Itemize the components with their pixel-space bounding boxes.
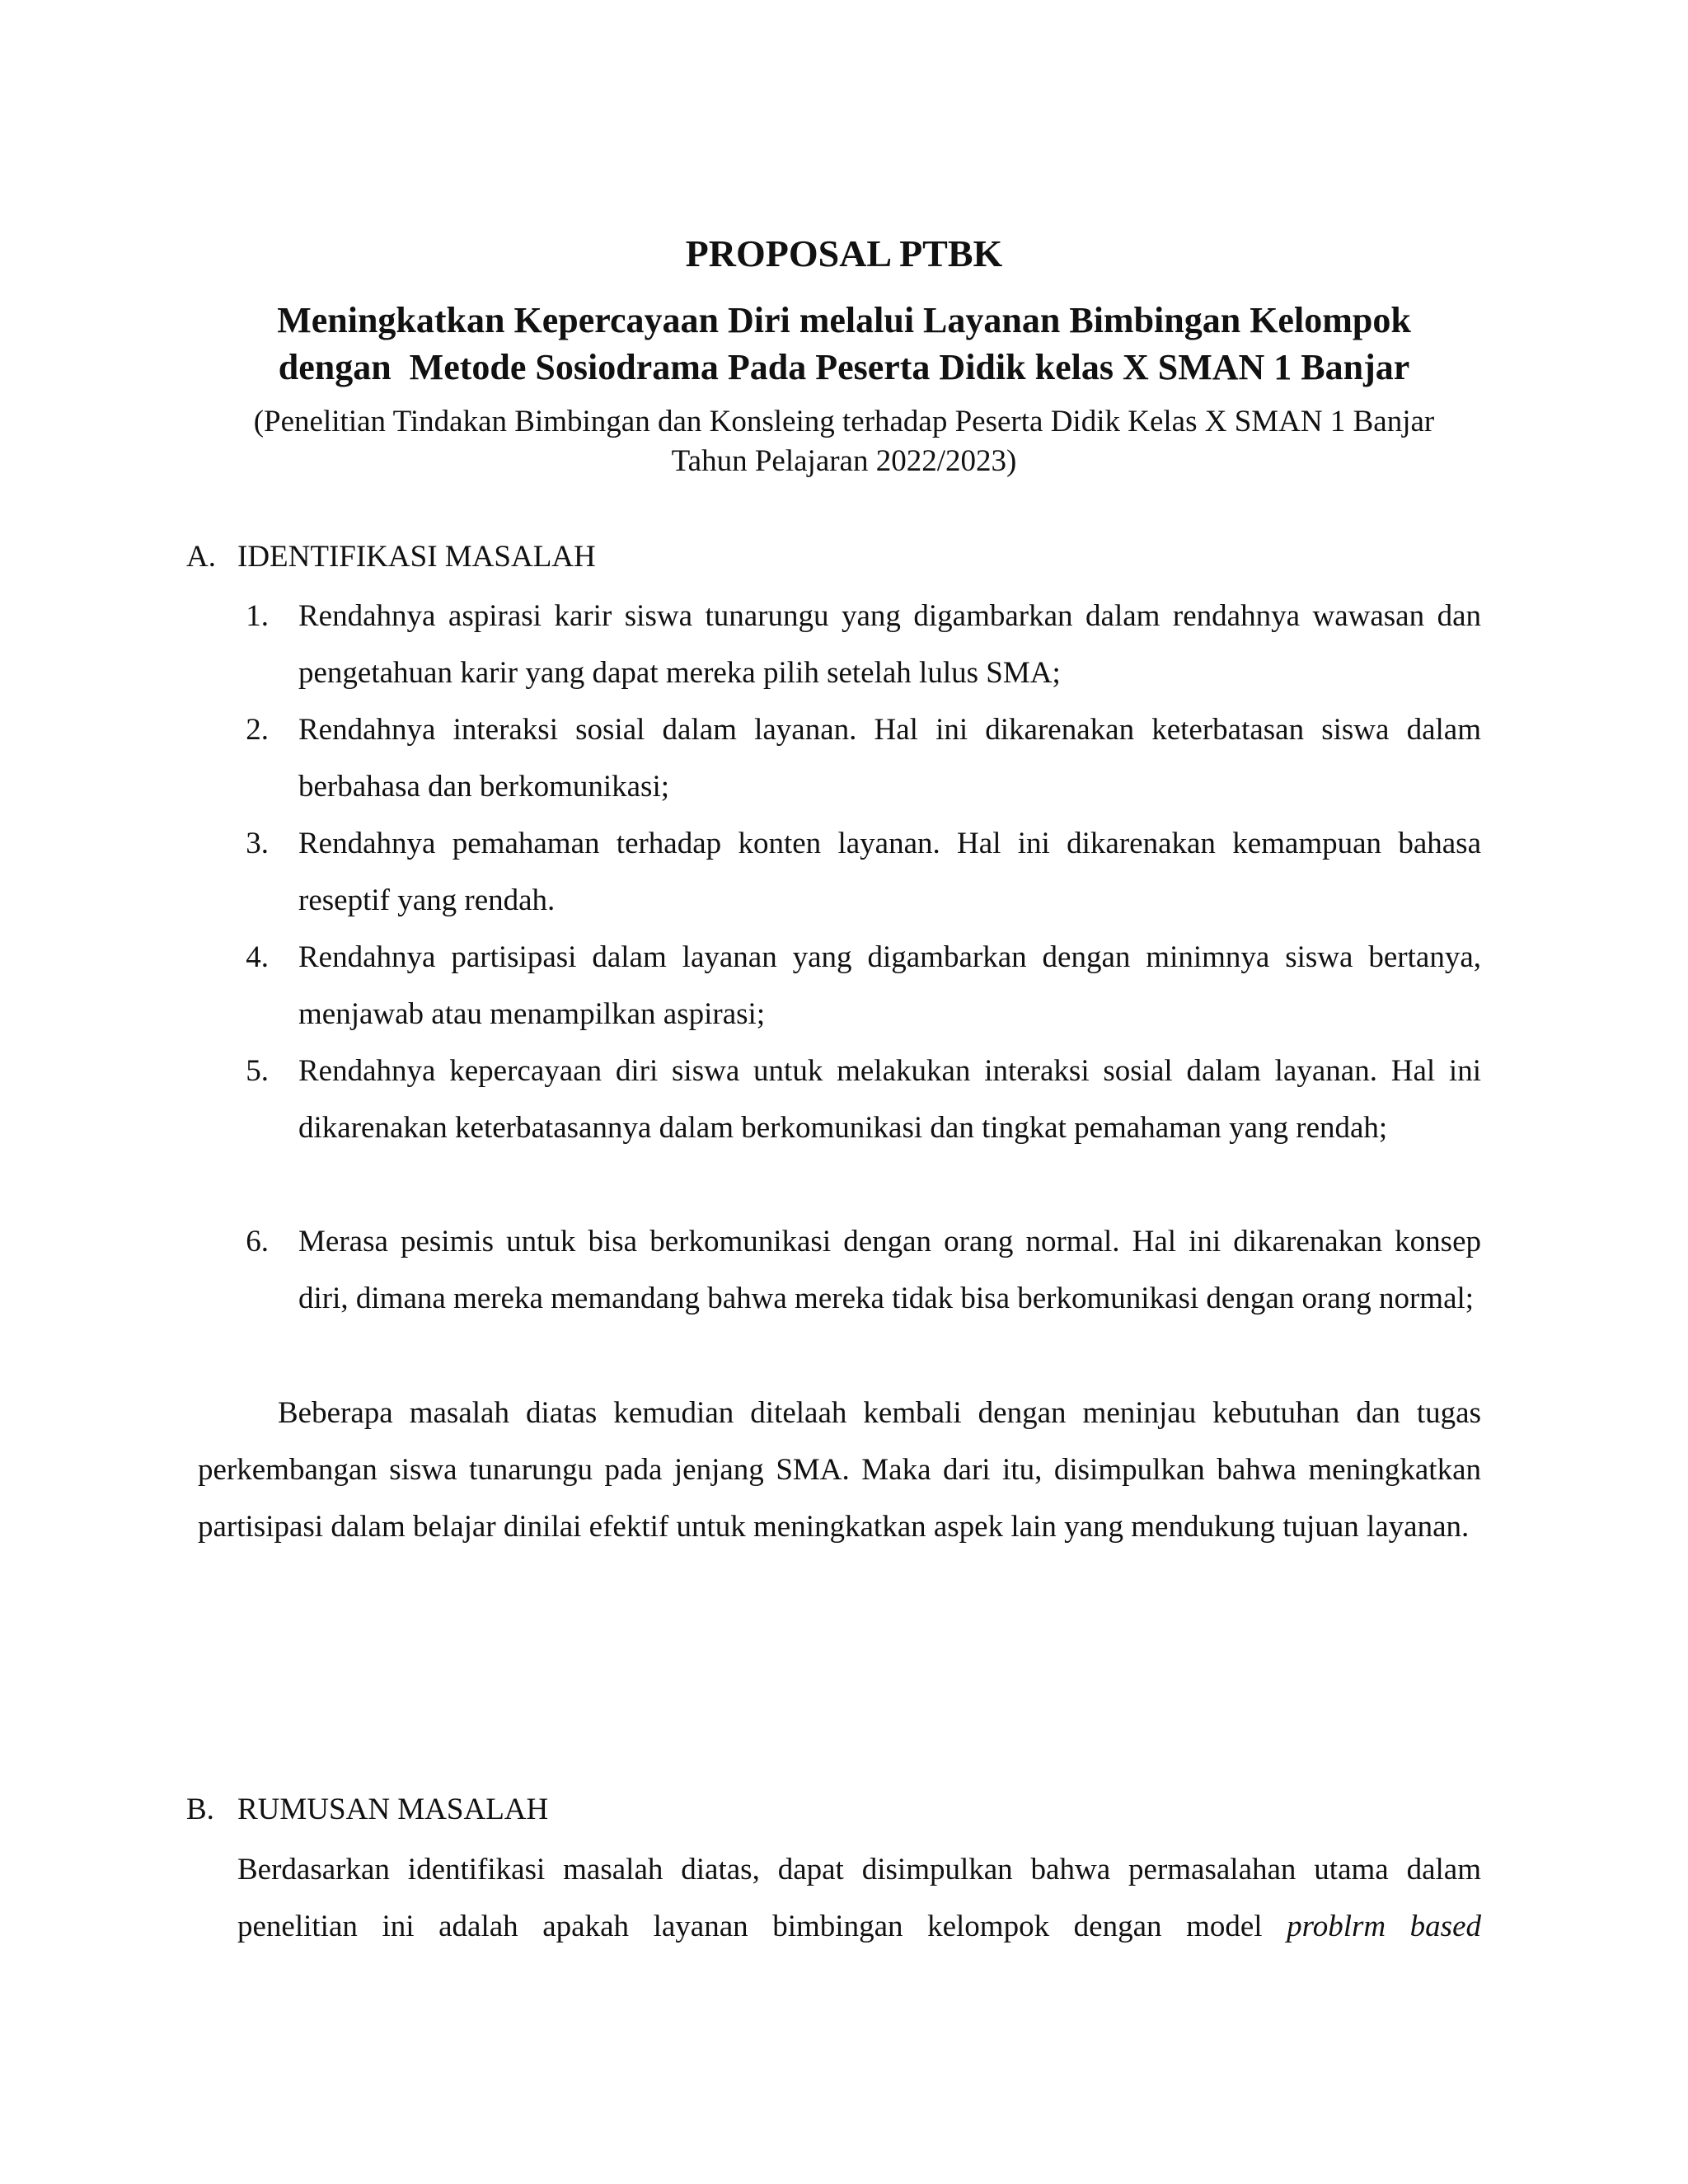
list-item-text: Merasa pesimis untuk bisa berkomunikasi dengan orang normal. Hal ini dikarenakan konsep diri, dimana mereka memandang bahwa mereka tidak bisa berkomunikasi dengan orang normal; [298,1225,1481,1315]
subtitle-line: Meningkatkan Kepercayaan Diri melalui Layanan Bimbingan Kelompok [277,300,1411,340]
section-a-paragraph: Beberapa masalah diatas kemudian ditelaah kembali dengan meninjau kebutuhan dan tugas perkembangan siswa tunarungu pada jenjang SMA. Maka dari itu, disimpulkan bahwa meningkatkan partisipasi dalam belajar dinilai efektif untuk meningkatkan aspek lain yang mendukung tujuan layanan. [198,1396,1481,1544]
list-item [241,1213,1481,1327]
list-item-number: 2. [246,713,269,747]
list-item-number: 1. [246,599,269,633]
section-b-paragraph-italic: problrm based [1287,1910,1482,1943]
list-item [241,815,1481,929]
list-item [241,1043,1481,1156]
list-item-number: 5. [246,1054,269,1088]
document-subtitle [0,297,1688,391]
note-line: Tahun Pelajaran 2022/2023) [671,444,1017,478]
document-title: PROPOSAL PTBK [685,232,1003,274]
list-item-text: Rendahnya pemahaman terhadap konten layanan. Hal ini dikarenakan kemampuan bahasa reseptif yang rendah. [298,827,1481,917]
section-a-title: IDENTIFIKASI MASALAH [237,540,596,574]
list-item [241,929,1481,1043]
section-b-paragraph-text: Berdasarkan identifikasi masalah diatas, dapat disimpulkan bahwa permasalahan utama dalam penelitian ini adalah apakah layanan bimbingan kelompok dengan model [237,1853,1481,1943]
section-b-heading [186,1790,548,1830]
section-a-heading [186,537,596,577]
list-item-text: Rendahnya partisipasi dalam layanan yang digambarkan dengan minimnya siswa bertanya, menjawab atau menampilkan aspirasi; [298,940,1481,1031]
section-b-paragraph [237,1841,1481,1955]
list-item-number: 6. [246,1225,269,1258]
research-note [0,402,1688,481]
section-b-letter: B. [186,1793,214,1826]
list-item [241,701,1481,815]
subtitle-line: dengan Metode Sosiodrama Pada Peserta Didik kelas X SMAN 1 Banjar [278,347,1410,387]
note-line: (Penelitian Tindakan Bimbingan dan Konsleing terhadap Peserta Didik Kelas X SMAN 1 Banjar [253,405,1435,438]
list-item [241,588,1481,701]
list-item-text: Rendahnya kepercayaan diri siswa untuk melakukan interaksi sosial dalam layanan. Hal ini dikarenakan keterbatasannya dalam berkomunikasi dan tingkat pemahaman yang rendah; [298,1054,1481,1145]
section-a-letter: A. [186,540,216,574]
list-item-text: Rendahnya aspirasi karir siswa tunarungu yang digambarkan dalam rendahnya wawasan dan pengetahuan karir yang dapat mereka pilih setelah lulus SMA; [298,599,1481,690]
section-b-title: RUMUSAN MASALAH [237,1793,549,1826]
list-item-text: Rendahnya interaksi sosial dalam layanan. Hal ini dikarenakan keterbatasan siswa dalam berbahasa dan berkomunikasi; [298,713,1481,804]
list-item-number: 4. [246,940,269,974]
list-item-number: 3. [246,827,269,860]
